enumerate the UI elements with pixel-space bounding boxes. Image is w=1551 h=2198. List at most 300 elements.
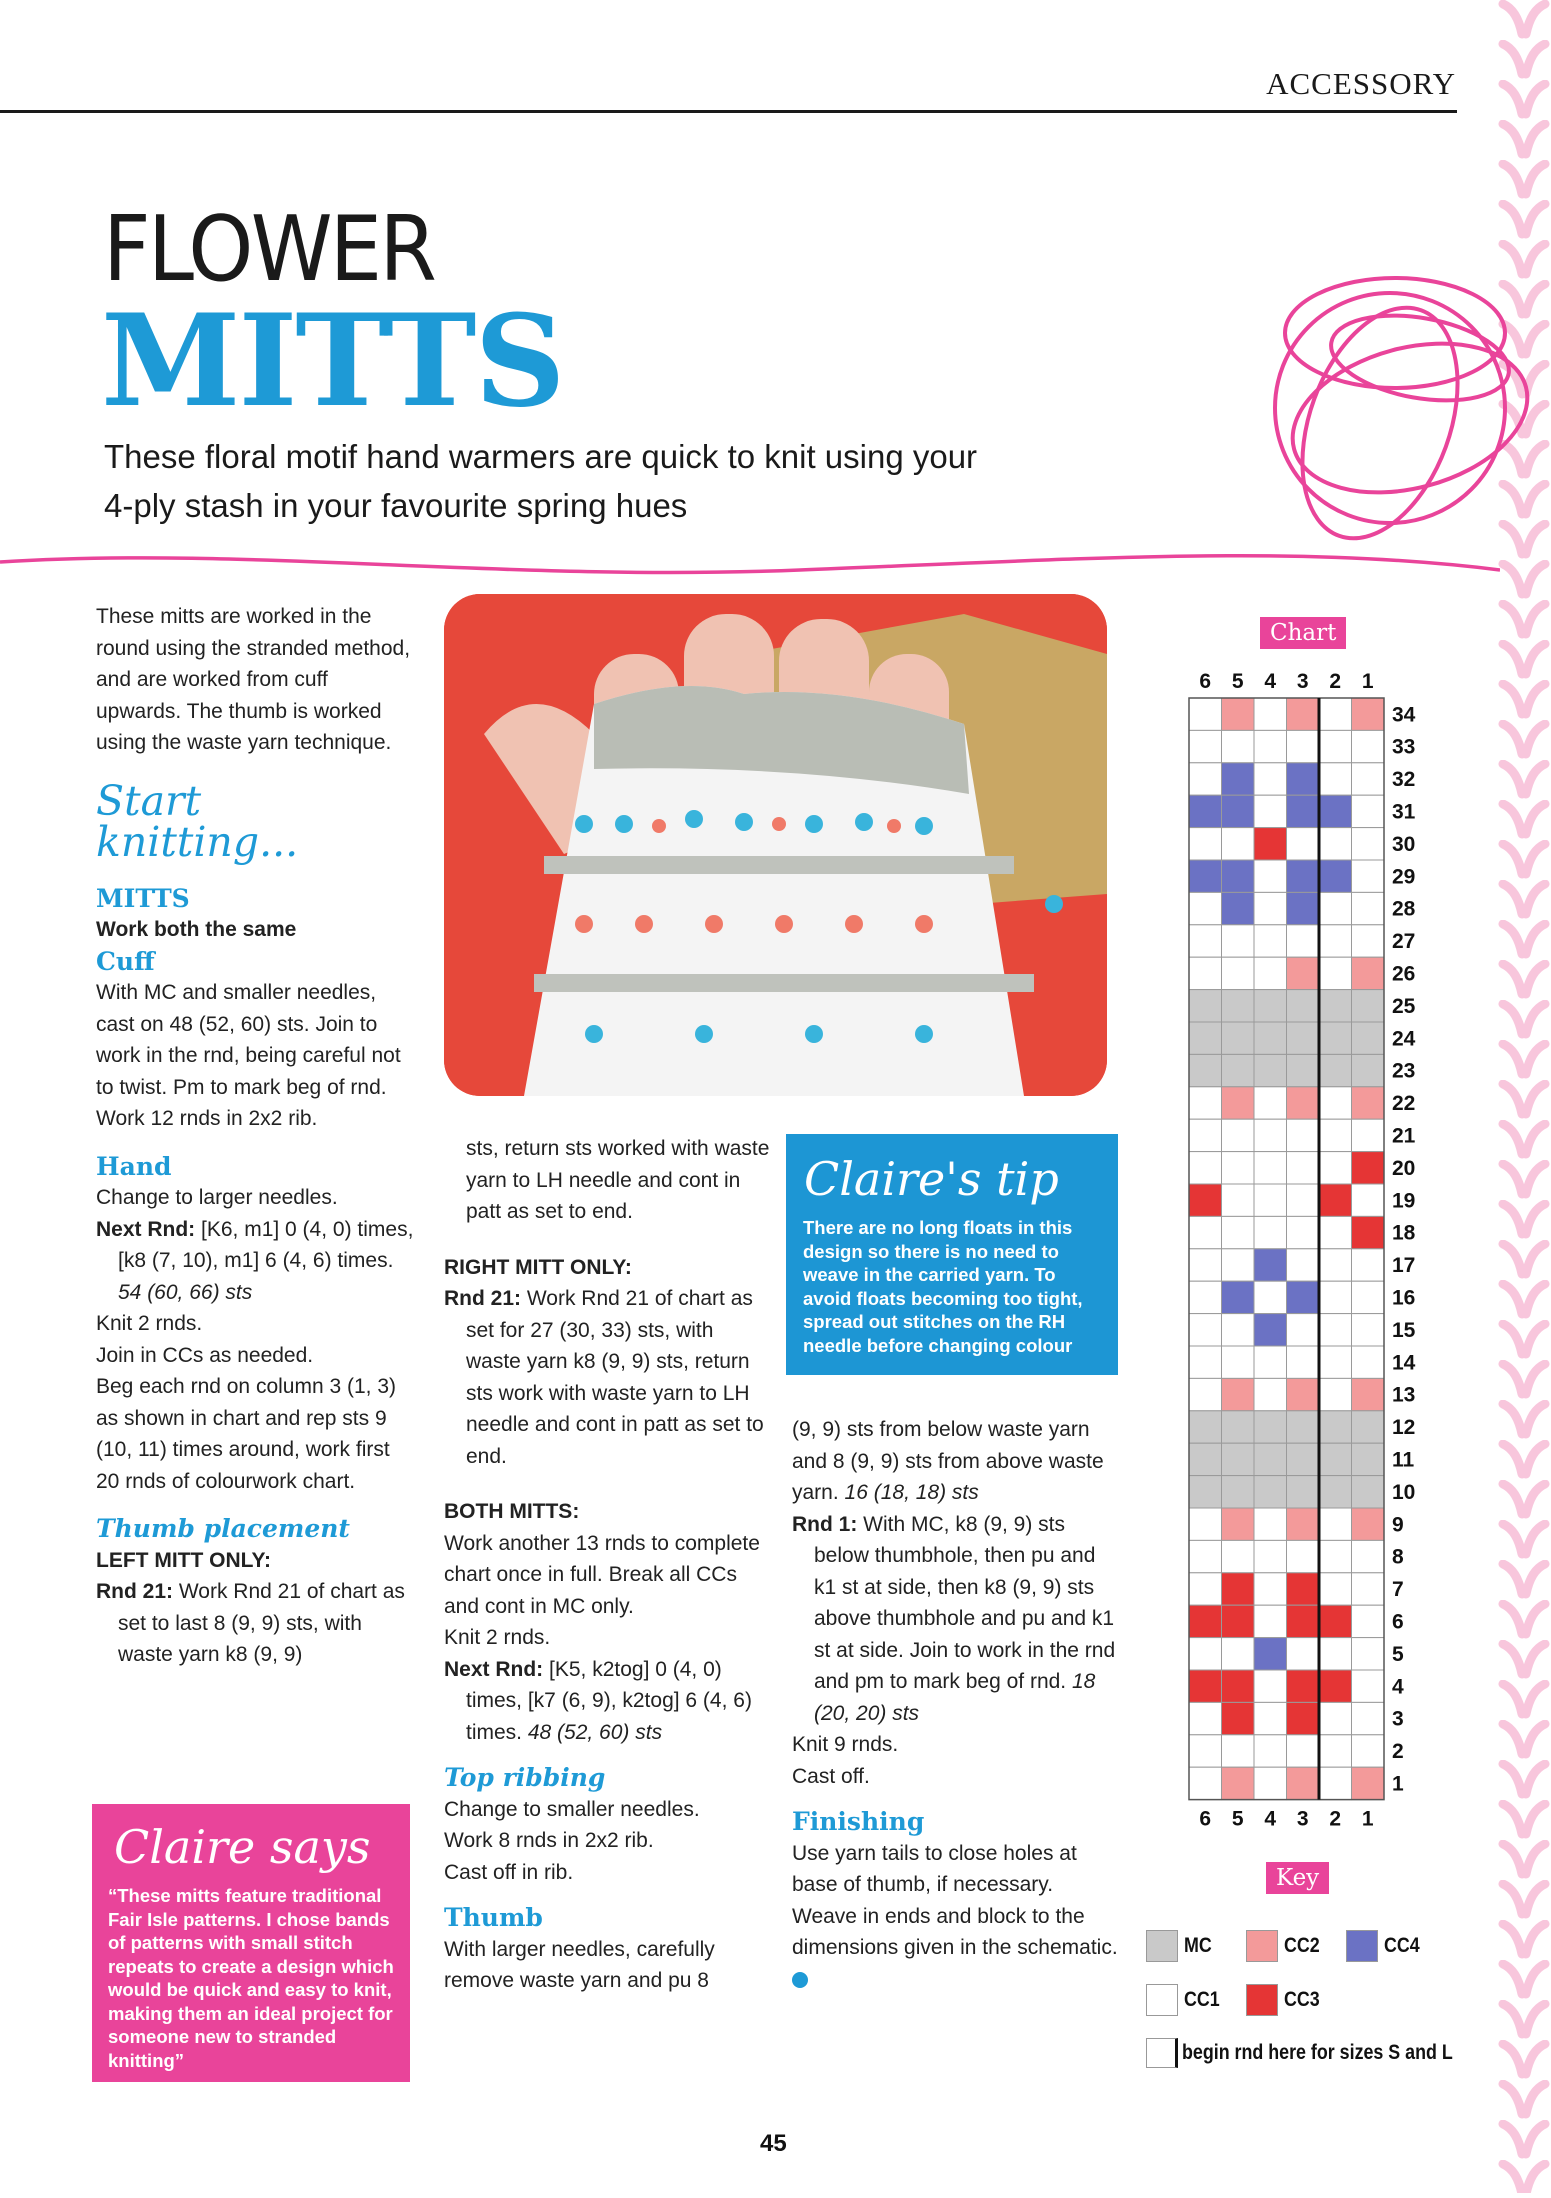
chart-row-label: 16 — [1392, 1286, 1416, 1310]
chart-cell — [1319, 1314, 1352, 1346]
chart-cell — [1189, 698, 1222, 730]
key-swatch — [1246, 1930, 1278, 1962]
key-swatch-begin — [1146, 2038, 1178, 2068]
decrease-next-text: [K5, k2tog] 0 (4, 0) times, [k7 (6, 9), k2tog] 6 (4, 6) times. — [466, 1657, 752, 1744]
chart-cell — [1287, 1508, 1320, 1540]
chart-cell — [1222, 1476, 1255, 1508]
chart-cell — [1189, 892, 1222, 924]
chart-cell — [1352, 1476, 1385, 1508]
next-rnd-count: 54 (60, 66) sts — [118, 1280, 253, 1304]
right-rnd-21 — [444, 1283, 774, 1472]
decrease-next-label: Next Rnd: — [444, 1657, 544, 1681]
chart-row-label: 2 — [1392, 1740, 1404, 1764]
yarn-ball-icon — [1240, 238, 1540, 568]
chart-cell — [1319, 1540, 1352, 1572]
subtitle: These floral motif hand warmers are quick to knit using your 4-ply stash in your favourite spring hues — [104, 438, 978, 524]
chart-cell — [1189, 860, 1222, 892]
chart-cell — [1319, 1087, 1352, 1119]
thumb-placement-heading: Thumb placement — [96, 1514, 350, 1543]
chart-cell — [1189, 828, 1222, 860]
chart-cell — [1319, 1476, 1352, 1508]
title-line-1: FLOWER — [103, 197, 435, 302]
chart-cell — [1189, 795, 1222, 827]
chart-row-label: 20 — [1392, 1156, 1416, 1180]
page-number: 45 — [760, 2130, 787, 2157]
chart-cell — [1222, 957, 1255, 989]
claire-says-text: “These mitts feature traditional Fair Isle patterns. I chose bands of patterns with small stitch repeats to create a design which would be quick and easy to knit, making them an ideal project for someone new to stranded knitting” — [108, 1885, 394, 2071]
chart-cell — [1254, 828, 1287, 860]
top-ribbing-line-3: Cast off in rib. — [444, 1860, 574, 1884]
thumb-rnd-1-text: With MC, k8 (9, 9) sts below thumbhole, then pu and k1 st at side, then k8 (9, 9) sts above thumbhole and pu and k1 st at side. Join to work in the rnd and pm to mark beg of rnd. — [814, 1512, 1116, 1693]
chart-cell — [1222, 795, 1255, 827]
chart-cell — [1319, 1022, 1352, 1054]
chart-cell — [1319, 990, 1352, 1022]
chart-cell — [1254, 1735, 1287, 1767]
chart-row-label: 22 — [1392, 1092, 1416, 1116]
decrease-next-rnd — [444, 1654, 774, 1749]
chart-cell — [1189, 1411, 1222, 1443]
chart-cell — [1222, 1184, 1255, 1216]
chart-cell — [1254, 1767, 1287, 1799]
hand-line-1: Change to larger needles. — [96, 1186, 338, 1209]
key-swatch — [1146, 1930, 1178, 1962]
chart-row-label: 28 — [1392, 897, 1416, 921]
product-photo — [444, 594, 1107, 1096]
chart-cell — [1254, 1476, 1287, 1508]
wavy-divider — [0, 540, 1500, 590]
chart-cell — [1352, 1767, 1385, 1799]
chart-row-label: 11 — [1392, 1448, 1415, 1472]
key-item-mc — [1146, 1930, 1217, 1962]
chart-row-label: 5 — [1392, 1642, 1404, 1666]
chart-cell — [1254, 1087, 1287, 1119]
chart-col-label-bottom: 4 — [1264, 1807, 1277, 1831]
chart-cell — [1254, 1605, 1287, 1637]
chart-row-label: 10 — [1392, 1480, 1416, 1504]
chart-cell — [1319, 828, 1352, 860]
chart-row-label: 18 — [1392, 1221, 1416, 1245]
chart-cell — [1319, 925, 1352, 957]
chart-cell — [1189, 1508, 1222, 1540]
cuff-heading: Cuff — [96, 946, 155, 976]
claire-says-box — [92, 1804, 410, 2082]
finishing-heading: Finishing — [792, 1807, 925, 1836]
chart-cell — [1352, 1735, 1385, 1767]
chart-row-label: 13 — [1392, 1383, 1416, 1407]
chart-cell — [1352, 795, 1385, 827]
pick-up-main: (9, 9) sts from below waste yarn and 8 (9, 9) sts from above waste yarn. — [792, 1418, 1104, 1504]
key-item-begin-round — [1146, 2038, 1501, 2068]
chart-cell — [1222, 828, 1255, 860]
hand-heading: Hand — [96, 1151, 172, 1181]
thumb-rnd-1-label: Rnd 1: — [792, 1512, 858, 1536]
chart-col-label-top: 1 — [1361, 670, 1374, 693]
chart-cell — [1352, 1184, 1385, 1216]
mitts-subheading: Work both the same — [96, 918, 297, 941]
chart-cell — [1254, 1378, 1287, 1410]
chart-cell — [1352, 1670, 1385, 1702]
chart-cell — [1254, 1443, 1287, 1475]
chart-cell — [1189, 1670, 1222, 1702]
colourwork-chart — [1180, 660, 1460, 1840]
chart-cell — [1254, 730, 1287, 762]
chart-cell — [1287, 730, 1320, 762]
chart-cell — [1319, 1346, 1352, 1378]
claires-tip-text: There are no long floats in this design so there is no need to weave in the carried yarn. To avoid floats becoming too tight, spread out stitches on the RH needle before changing colour — [803, 1217, 1083, 1356]
chart-cell — [1287, 1054, 1320, 1086]
chart-cell — [1287, 1638, 1320, 1670]
chart-row-label: 7 — [1392, 1578, 1404, 1602]
chart-cell — [1352, 1411, 1385, 1443]
chart-row-label: 17 — [1392, 1254, 1416, 1278]
chart-cell — [1287, 1411, 1320, 1443]
key-label-text: CC3 — [1284, 1988, 1320, 2011]
left-rnd-21 — [96, 1576, 416, 1671]
chart-cell — [1222, 1087, 1255, 1119]
chart-cell — [1287, 1767, 1320, 1799]
chart-cell — [1254, 1184, 1287, 1216]
column-3 — [792, 1414, 1122, 1995]
chart-cell — [1352, 1054, 1385, 1086]
thumb-rnd-1 — [792, 1509, 1122, 1730]
chart-cell — [1352, 1281, 1385, 1313]
chart-cell — [1254, 1216, 1287, 1248]
chart-cell — [1319, 1054, 1352, 1086]
chart-cell — [1319, 1378, 1352, 1410]
left-mitt-label: LEFT MITT ONLY: — [96, 1548, 271, 1572]
key-label-text: CC1 — [1184, 1988, 1220, 2011]
chart-col-label-bottom: 2 — [1329, 1807, 1342, 1831]
chart-cell — [1254, 1411, 1287, 1443]
chart-cell — [1254, 1314, 1287, 1346]
chart-row-label: 9 — [1392, 1513, 1404, 1537]
chart-cell — [1222, 1119, 1255, 1151]
chart-cell — [1254, 763, 1287, 795]
chart-cell — [1319, 1573, 1352, 1605]
chart-cell — [1222, 860, 1255, 892]
chart-cell — [1287, 892, 1320, 924]
chart-cell — [1319, 1702, 1352, 1734]
chart-cell — [1287, 828, 1320, 860]
chart-cell — [1287, 698, 1320, 730]
chart-cell — [1319, 1767, 1352, 1799]
chart-cell — [1352, 1119, 1385, 1151]
chart-cell — [1352, 1605, 1385, 1637]
chart-cell — [1222, 730, 1255, 762]
chart-cell — [1352, 1022, 1385, 1054]
chart-cell — [1287, 1184, 1320, 1216]
chart-cell — [1319, 795, 1352, 827]
chart-cell — [1254, 860, 1287, 892]
chart-cell — [1222, 1670, 1255, 1702]
key-item-cc1 — [1146, 1984, 1226, 2016]
chart-cell — [1222, 1216, 1255, 1248]
chart-cell — [1287, 1605, 1320, 1637]
chart-cell — [1222, 925, 1255, 957]
chart-cell — [1352, 957, 1385, 989]
chart-key — [1146, 1930, 1486, 2070]
chart-col-label-top: 2 — [1329, 670, 1342, 693]
chart-row-label: 25 — [1392, 994, 1416, 1018]
chart-col-label-bottom: 5 — [1231, 1807, 1244, 1831]
key-label-text: MC — [1184, 1934, 1212, 1957]
chart-cell — [1189, 763, 1222, 795]
thumb-text: With larger needles, carefully remove waste yarn and pu 8 — [444, 1937, 715, 1992]
hand-line-4: Join in CCs as needed. — [96, 1343, 314, 1367]
claires-tip-box — [786, 1134, 1118, 1375]
chart-cell — [1189, 1638, 1222, 1670]
chart-cell — [1352, 1152, 1385, 1184]
chart-cell — [1287, 1249, 1320, 1281]
chart-cell — [1222, 1702, 1255, 1734]
key-label: Key — [1266, 1862, 1329, 1894]
chart-cell — [1189, 1216, 1222, 1248]
chart-cell — [1254, 1119, 1287, 1151]
chart-cell — [1352, 1443, 1385, 1475]
chart-cell — [1352, 860, 1385, 892]
chart-cell — [1319, 1605, 1352, 1637]
chart-cell — [1319, 1119, 1352, 1151]
chart-col-label-top: 5 — [1231, 670, 1244, 693]
chart-cell — [1254, 892, 1287, 924]
chart-cell — [1352, 990, 1385, 1022]
chart-cell — [1254, 1670, 1287, 1702]
chart-cell — [1222, 1346, 1255, 1378]
claires-tip-heading: Claire's tip — [804, 1152, 1059, 1206]
chart-label: Chart — [1260, 617, 1346, 649]
chart-cell — [1287, 1573, 1320, 1605]
chart-row-label: 21 — [1392, 1124, 1416, 1148]
hand-next-rnd — [96, 1214, 416, 1309]
chart-cell — [1352, 1346, 1385, 1378]
claire-says-heading: Claire says — [114, 1820, 371, 1874]
chart-cell — [1189, 1152, 1222, 1184]
chart-cell — [1254, 1638, 1287, 1670]
chart-cell — [1189, 1476, 1222, 1508]
chart-cell — [1319, 1249, 1352, 1281]
chart-cell — [1352, 1702, 1385, 1734]
chart-row-label: 12 — [1392, 1416, 1416, 1440]
cast-off: Cast off. — [792, 1764, 870, 1788]
chart-cell — [1319, 1184, 1352, 1216]
chart-cell — [1222, 698, 1255, 730]
chart-cell — [1189, 730, 1222, 762]
chart-cell — [1222, 1152, 1255, 1184]
chart-cell — [1287, 1735, 1320, 1767]
chart-col-label-top: 3 — [1296, 670, 1309, 693]
chart-cell — [1319, 1281, 1352, 1313]
section-label: ACCESSORY — [1266, 66, 1456, 101]
chart-cell — [1222, 892, 1255, 924]
chart-cell — [1287, 1281, 1320, 1313]
chart-cell — [1254, 1249, 1287, 1281]
chart-cell — [1222, 1378, 1255, 1410]
both-mitts-text: Work another 13 rnds to complete chart once in full. Break all CCs and cont in MC only. — [444, 1531, 760, 1618]
key-item-cc4 — [1346, 1930, 1426, 1962]
start-knitting-heading: Start knitting... — [96, 776, 299, 866]
key-swatch — [1146, 1984, 1178, 2016]
chart-row-label: 19 — [1392, 1189, 1416, 1213]
hand-line-5: Beg each rnd on column 3 (1, 3) as shown in chart and rep sts 9 (10, 11) times around, work first 20 rnds of colourwork chart. — [96, 1375, 397, 1493]
chart-row-label: 8 — [1392, 1545, 1404, 1569]
chart-cell — [1189, 1184, 1222, 1216]
chart-cell — [1222, 1605, 1255, 1637]
key-swatch — [1346, 1930, 1378, 1962]
cuff-rib: Work 12 rnds in 2x2 rib. — [96, 1107, 318, 1130]
chart-cell — [1352, 1378, 1385, 1410]
chart-col-label-top: 4 — [1264, 670, 1277, 693]
chart-cell — [1254, 1702, 1287, 1734]
chart-cell — [1319, 1670, 1352, 1702]
decrease-next-count: 48 (52, 60) sts — [527, 1720, 663, 1744]
chart-row-label: 26 — [1392, 962, 1416, 986]
right-mitt-label: RIGHT MITT ONLY: — [444, 1255, 632, 1279]
chart-cell — [1319, 698, 1352, 730]
chart-cell — [1254, 925, 1287, 957]
chart-cell — [1287, 1476, 1320, 1508]
chart-cell — [1222, 1443, 1255, 1475]
chart-cell — [1254, 957, 1287, 989]
chart-cell — [1352, 925, 1385, 957]
both-mitts-label: BOTH MITTS: — [444, 1500, 580, 1523]
chart-cell — [1287, 1216, 1320, 1248]
chart-cell — [1189, 1443, 1222, 1475]
chart-cell — [1254, 1508, 1287, 1540]
chart-cell — [1189, 1281, 1222, 1313]
pick-up-text — [792, 1414, 1122, 1509]
rnd-21-text: Work Rnd 21 of chart as set to last 8 (9, 9) sts, with waste yarn k8 (9, 9) — [118, 1580, 405, 1666]
chart-cell — [1254, 990, 1287, 1022]
chart-cell — [1189, 1378, 1222, 1410]
chart-cell — [1254, 1540, 1287, 1572]
yarn-ball-end-icon — [792, 1972, 808, 1988]
chart-cell — [1189, 1346, 1222, 1378]
chart-cell — [1189, 1605, 1222, 1637]
header-rule — [0, 110, 1457, 113]
right-rnd-21-text: Work Rnd 21 of chart as set for 27 (30, 33) sts, with waste yarn k8 (9, 9) sts, return sts work with waste yarn to LH needle and cont in patt as set to end. — [466, 1287, 764, 1468]
chart-cell — [1287, 1443, 1320, 1475]
chart-col-label-bottom: 6 — [1199, 1807, 1212, 1831]
thumb-rnd-1-count: 18 (20, 20) sts — [814, 1670, 1096, 1725]
chart-cell — [1319, 1411, 1352, 1443]
chart-cell — [1352, 763, 1385, 795]
chart-cell — [1222, 1508, 1255, 1540]
chart-cell — [1189, 1702, 1222, 1734]
chart-cell — [1287, 957, 1320, 989]
chart-cell — [1287, 1022, 1320, 1054]
chart-cell — [1222, 1022, 1255, 1054]
finishing-body: Use yarn tails to close holes at base of thumb, if necessary. Weave in ends and block to the dimensions given in the schematic. — [792, 1841, 1118, 1959]
cuff-text: With MC and smaller needles, cast on 48 (52, 60) sts. Join to work in the rnd, being careful not to twist. Pm to mark beg of rnd. — [96, 981, 401, 1099]
thumb-cont-text: sts, return sts worked with waste yarn to LH needle and cont in patt as set to end. — [466, 1137, 770, 1223]
chart-cell — [1287, 1152, 1320, 1184]
chart-cell — [1352, 1087, 1385, 1119]
top-ribbing-heading: Top ribbing — [444, 1763, 606, 1792]
chart-cell — [1189, 1314, 1222, 1346]
chart-cell — [1287, 990, 1320, 1022]
chart-cell — [1189, 925, 1222, 957]
chart-cell — [1189, 1119, 1222, 1151]
chart-row-label: 32 — [1392, 768, 1416, 792]
top-ribbing-line-1: Change to smaller needles. — [444, 1797, 700, 1821]
chart-cell — [1222, 1638, 1255, 1670]
chart-cell — [1352, 1508, 1385, 1540]
chart-cell — [1352, 1249, 1385, 1281]
key-swatch — [1246, 1984, 1278, 2016]
chart-cell — [1222, 1249, 1255, 1281]
chart-cell — [1287, 1314, 1320, 1346]
key-label-text: CC4 — [1384, 1934, 1420, 1957]
chart-cell — [1319, 1152, 1352, 1184]
title-line-2: MITTS — [101, 287, 564, 435]
chart-cell — [1254, 1022, 1287, 1054]
chart-cell — [1254, 698, 1287, 730]
chart-cell — [1352, 828, 1385, 860]
chart-cell — [1222, 1767, 1255, 1799]
chart-cell — [1287, 1378, 1320, 1410]
chart-cell — [1189, 1249, 1222, 1281]
chart-cell — [1189, 1540, 1222, 1572]
next-rnd-label: Next Rnd: — [96, 1217, 196, 1241]
chart-row-label: 14 — [1392, 1351, 1416, 1375]
chart-col-label-bottom: 3 — [1296, 1807, 1309, 1831]
chart-cell — [1319, 957, 1352, 989]
chart-row-label: 34 — [1392, 703, 1416, 727]
rnd-21-label: Rnd 21: — [96, 1580, 174, 1603]
chart-cell — [1222, 1281, 1255, 1313]
key-begin-text: begin rnd here for sizes S and L — [1182, 2041, 1453, 2064]
thumb-heading: Thumb — [444, 1903, 543, 1932]
chart-row-label: 1 — [1392, 1772, 1404, 1796]
finishing-text — [792, 1838, 1122, 1996]
chart-col-label-bottom: 1 — [1361, 1807, 1374, 1831]
chart-row-label: 23 — [1392, 1059, 1416, 1083]
chart-cell — [1287, 1119, 1320, 1151]
key-label-text: CC2 — [1284, 1934, 1320, 1957]
chart-cell — [1352, 1540, 1385, 1572]
chart-cell — [1319, 860, 1352, 892]
chart-cell — [1287, 795, 1320, 827]
intro-text: These mitts are worked in the round using the stranded method, and are worked from cuff upwards. The thumb is worked using the waste yarn technique. — [96, 605, 411, 754]
chart-row-label: 31 — [1392, 800, 1416, 824]
chart-row-label: 15 — [1392, 1318, 1416, 1342]
chart-cell — [1319, 1735, 1352, 1767]
chart-cell — [1254, 1281, 1287, 1313]
column-1 — [96, 601, 416, 1671]
chart-cell — [1352, 892, 1385, 924]
pick-up-count: 16 (18, 18) sts — [844, 1481, 979, 1504]
chart-cell — [1254, 1346, 1287, 1378]
chart-cell — [1222, 1540, 1255, 1572]
chart-cell — [1189, 1054, 1222, 1086]
chart-cell — [1352, 1216, 1385, 1248]
chart-cell — [1254, 1054, 1287, 1086]
chart-cell — [1254, 1152, 1287, 1184]
chart-col-label-top: 6 — [1199, 670, 1212, 693]
chart-row-label: 4 — [1392, 1675, 1404, 1699]
chart-cell — [1319, 1508, 1352, 1540]
chart-cell — [1222, 1411, 1255, 1443]
chart-cell — [1352, 1314, 1385, 1346]
chart-cell — [1287, 763, 1320, 795]
chart-cell — [1319, 1216, 1352, 1248]
key-item-cc2 — [1246, 1930, 1326, 1962]
chart-cell — [1352, 730, 1385, 762]
right-rnd-21-label: Rnd 21: — [444, 1287, 522, 1310]
knit-2-rnds: Knit 2 rnds. — [444, 1626, 551, 1649]
next-rnd-text: [K6, m1] 0 (4, 0) times, [k8 (7, 10), m1] 6 (4, 6) times. — [118, 1217, 414, 1272]
chart-row-label: 6 — [1392, 1610, 1404, 1634]
